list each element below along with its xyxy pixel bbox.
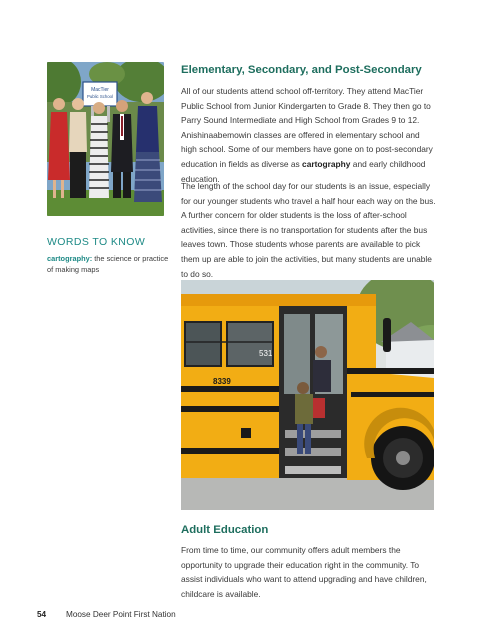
- paragraph-school-day: The length of the school day for our students is an issue, especially for our younger students who travel a half hour each way on the bus. A further concern for older students is the loss of after-school activities, since there is no transportation for students after the bus leaves town. Those students whose parents are available to pick them up are able to join the activities, but many students are unable to do so.: [181, 181, 436, 279]
- bold-term: cartography: [302, 158, 351, 169]
- paragraph-adult-education: From time to time, our community offers adult members the opportunity to upgrade their education right in the community. To assist individuals who want to attend upgrading and have children, childcare is available.: [181, 545, 427, 599]
- section-heading-adult-education: Adult Education: [181, 524, 269, 536]
- paragraph-text: and early childhood education.: [181, 158, 426, 184]
- school-bus-photo: [181, 280, 434, 510]
- words-to-know-title: WORDS TO KNOW: [47, 236, 146, 248]
- bus-plate-number: 8339: [213, 377, 231, 386]
- group-photo: [47, 62, 164, 216]
- words-to-know-definition: [47, 253, 172, 275]
- school-sign-line1: MacTier: [91, 87, 109, 93]
- glossary-term: cartography:: [47, 254, 93, 263]
- publication-name: Moose Deer Point First Nation: [66, 610, 176, 619]
- bus-number: 531: [259, 349, 273, 358]
- glossary-definition: the science or practice of making maps: [47, 254, 169, 274]
- paragraph-text: All of our students attend school off-territory. They attend MacTier Public School from Junior Kindergarten to Grade 8. They then go to Parry Sound Intermediate and High School from Grades 9 to 12. Anishinaabemowin classes are offered in elementary school and high school. Some of our members have gone on to post-secondary education in fields as diverse as: [181, 86, 433, 169]
- page-number: 54: [37, 610, 47, 619]
- paragraph-schools: [181, 84, 437, 186]
- section-heading-education: Elementary, Secondary, and Post-Secondary: [181, 64, 422, 76]
- school-sign-line2: Public School: [86, 94, 114, 99]
